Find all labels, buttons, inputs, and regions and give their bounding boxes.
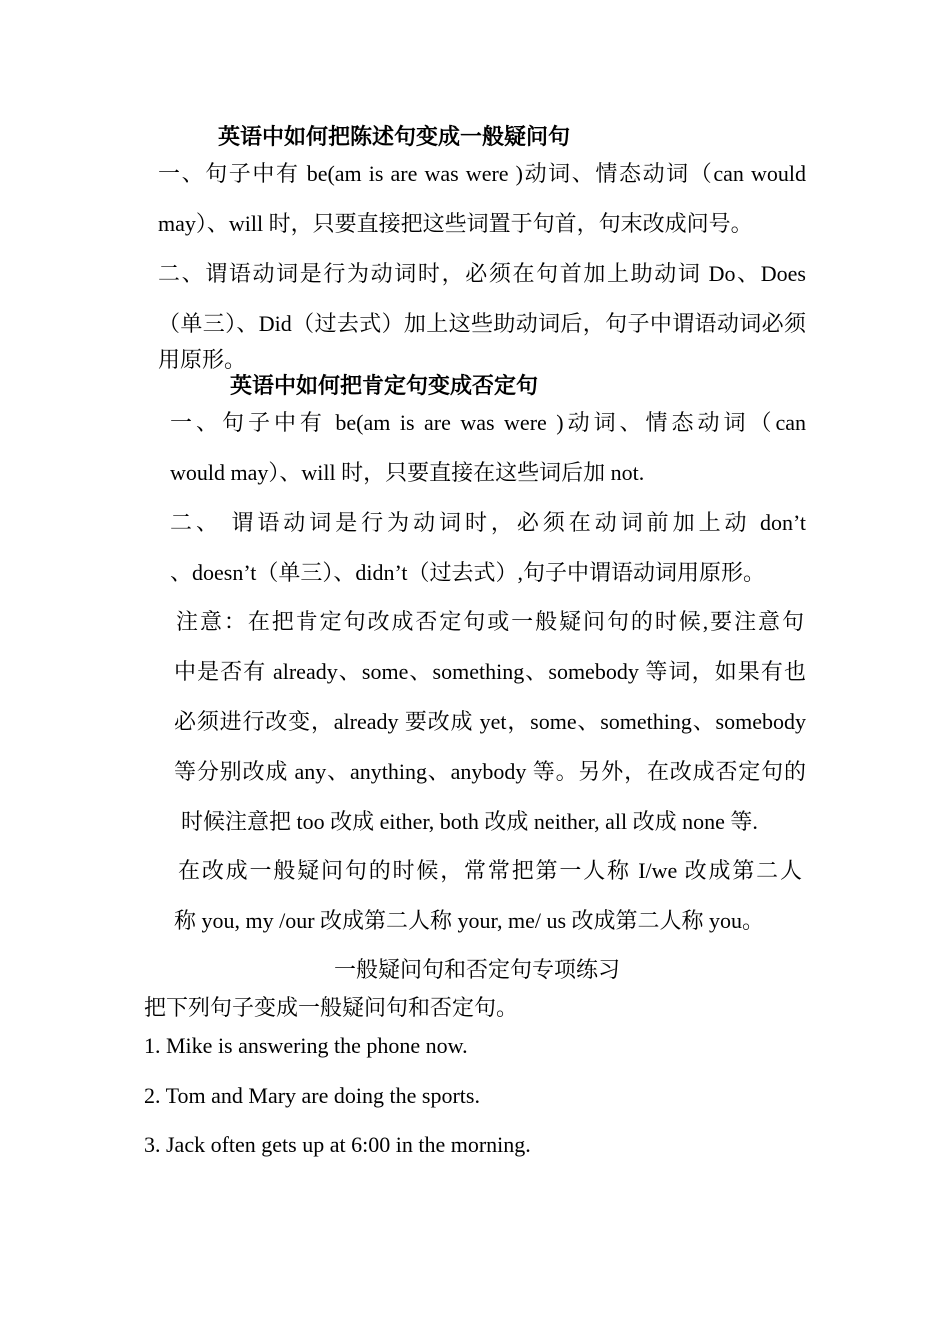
section1-title: 英语中如何把陈述句变成一般疑问句 [218,124,571,149]
note-line5: 时候注意把 too 改成 either, both 改成 neither, all 改成 none 等. [181,809,758,834]
note-line3: 必须进行改变，already 要改成 yet，some、something、somebody [174,709,806,734]
note-line6: 在改成一般疑问句的时候，常常把第一人称 I/we 改成第二人 [178,858,802,883]
section2-title: 英语中如何把肯定句变成否定句 [230,373,539,398]
exercise-item: 2. Tom and Mary are doing the sports. [144,1083,480,1108]
note-line7: 称 you, my /our 改成第二人称 your, me/ us 改成第二人称 you。 [174,908,765,933]
section2-paragraph1-line1: 一、句子中有 be(am is are was were )动词、情态动词（can [170,410,806,435]
exercise-title: 一般疑问句和否定句专项练习 [334,957,621,982]
section2-paragraph1-line2: would may）、will 时，只要直接在这些词后加 not. [170,460,645,485]
section1-paragraph2-line3: 用原形。 [158,347,247,372]
note-line2: 中是否有 already、some、something、somebody 等词，如果有也 [174,659,806,684]
section1-paragraph2-line1: 二、谓语动词是行为动词时，必须在句首加上助动词 Do、Does [158,261,806,286]
exercise-instruction: 把下列句子变成一般疑问句和否定句。 [144,995,519,1020]
exercise-item: 3. Jack often gets up at 6:00 in the morning. [144,1132,531,1157]
section1-paragraph1-line2: may）、will 时，只要直接把这些词置于句首，句末改成问号。 [158,211,753,236]
section2-paragraph2-line1: 二、 谓语动词是行为动词时，必须在动词前加上动 don’t [170,510,806,535]
section2-paragraph2-line2: 、doesn’t（单三）、didn’t（过去式）,句子中谓语动词用原形。 [170,560,766,585]
section1-paragraph2-line2: （单三）、Did（过去式）加上这些助动词后，句子中谓语动词必须 [158,311,806,336]
section1-paragraph1-line1: 一、句子中有 be(am is are was were )动词、情态动词（can would [158,161,806,186]
exercise-item: 1. Mike is answering the phone now. [144,1033,468,1058]
note-line4: 等分别改成 any、anything、anybody 等。另外，在改成否定句的 [174,759,806,784]
note-line1: 注意：在把肯定句改成否定句或一般疑问句的时候,要注意句 [176,609,804,634]
